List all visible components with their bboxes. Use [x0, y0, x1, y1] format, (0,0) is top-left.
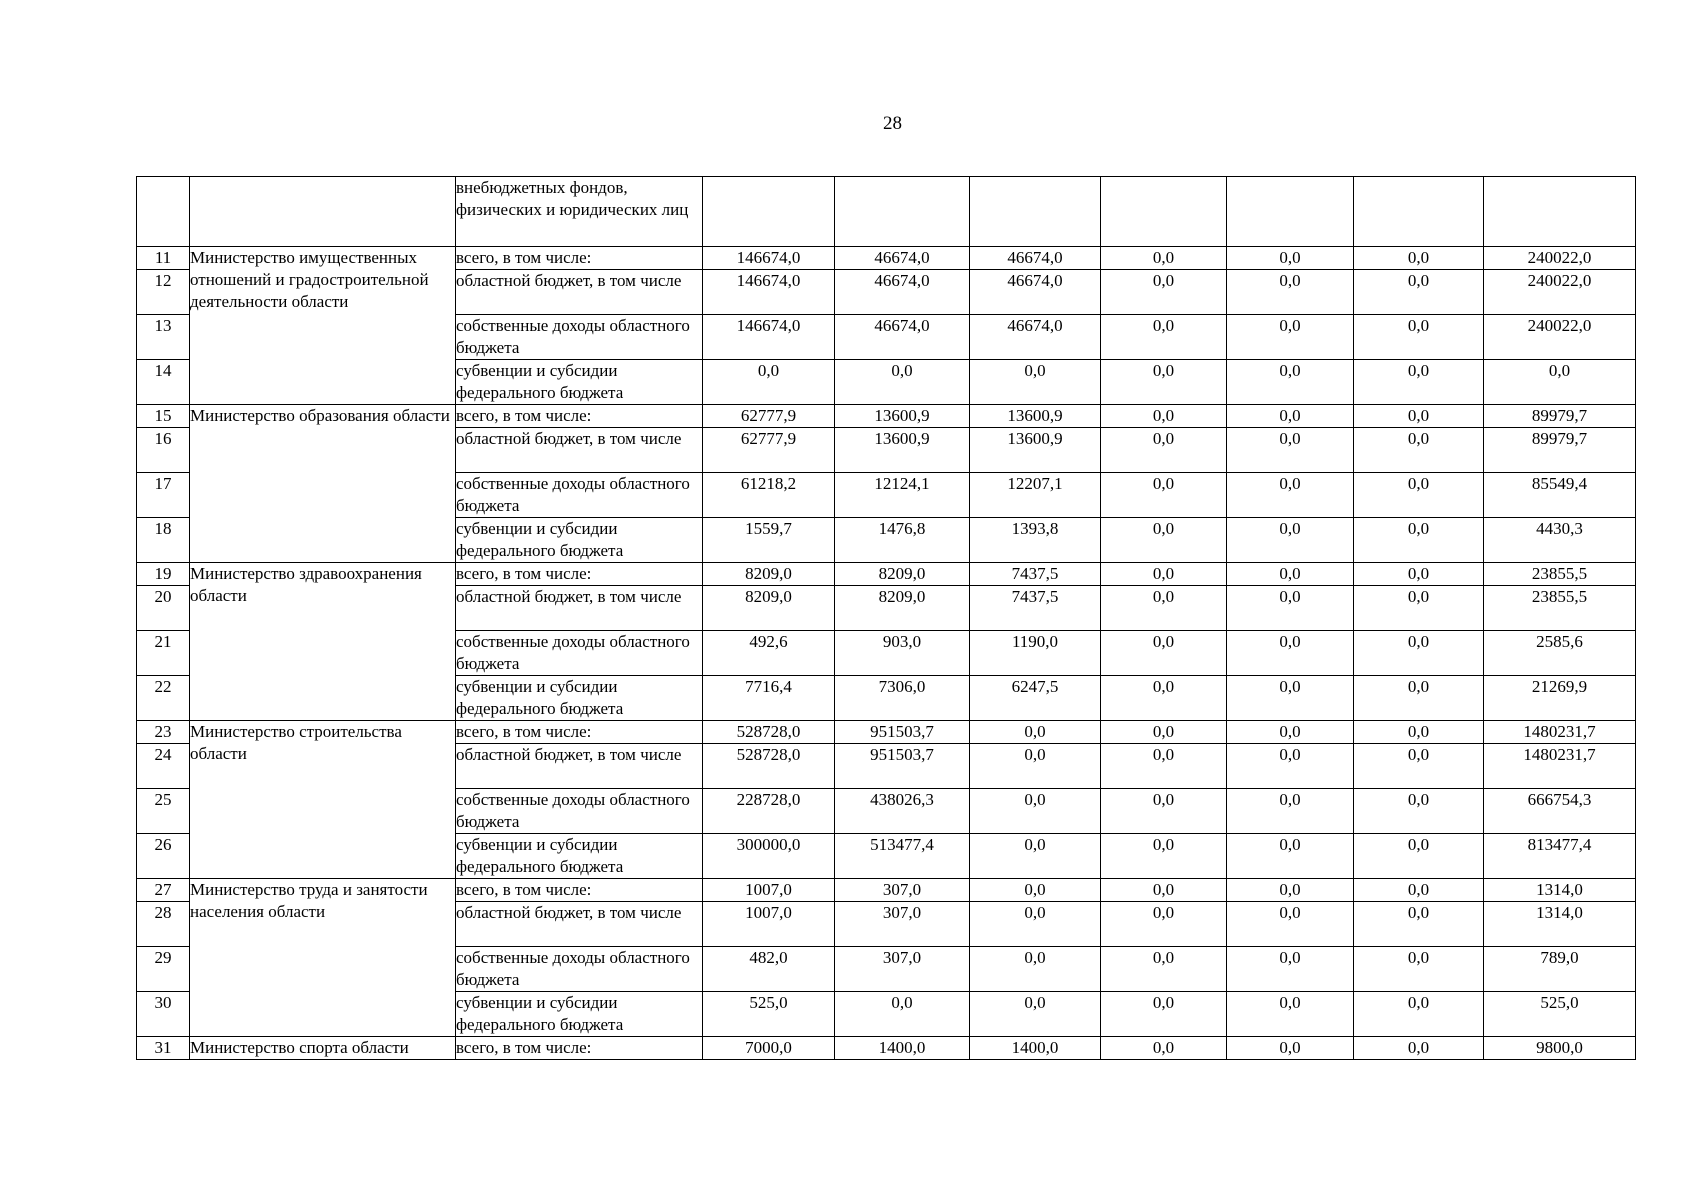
table-row: [137, 247, 1636, 270]
value-cell: 12124,1: [835, 473, 970, 518]
funding-source-cell: [456, 405, 703, 428]
value-cell: 0,0: [1227, 834, 1354, 879]
funding-source-cell: [456, 586, 703, 631]
value-cell: 951503,7: [835, 744, 970, 789]
value-cell: 0,0: [1101, 947, 1227, 992]
value-cell: 0,0: [1227, 902, 1354, 947]
row-number-cell: 13: [137, 315, 190, 360]
value-cell: 89979,7: [1484, 428, 1636, 473]
funding-source-cell: [456, 270, 703, 315]
value-cell: 0,0: [1354, 902, 1484, 947]
row-number-cell: 23: [137, 721, 190, 744]
value-cell: 0,0: [1227, 947, 1354, 992]
value-cell: [1484, 177, 1636, 247]
organization-cell: [190, 1037, 456, 1060]
value-cell: 0,0: [1101, 360, 1227, 405]
organization-name: Министерство труда и занятости населения области: [190, 880, 428, 921]
value-cell: 1400,0: [970, 1037, 1101, 1060]
value-cell: 0,0: [1101, 1037, 1227, 1060]
budget-table: [136, 176, 1636, 1060]
value-cell: 0,0: [1101, 789, 1227, 834]
value-cell: 21269,9: [1484, 676, 1636, 721]
funding-source-text: собственные доходы областного бюджета: [456, 948, 690, 989]
value-cell: 0,0: [1101, 428, 1227, 473]
value-cell: 46674,0: [835, 270, 970, 315]
funding-source-text: субвенции и субсидии федерального бюджета: [456, 519, 624, 560]
value-cell: 85549,4: [1484, 473, 1636, 518]
value-cell: 0,0: [1354, 744, 1484, 789]
value-cell: 482,0: [703, 947, 835, 992]
value-cell: 46674,0: [835, 315, 970, 360]
row-number-cell: 24: [137, 744, 190, 789]
value-cell: 0,0: [970, 789, 1101, 834]
funding-source-cell: [456, 789, 703, 834]
funding-source-cell: [456, 360, 703, 405]
value-cell: 1190,0: [970, 631, 1101, 676]
funding-source-text: всего, в том числе:: [456, 564, 592, 583]
funding-source-text: собственные доходы областного бюджета: [456, 316, 690, 357]
value-cell: 46674,0: [970, 315, 1101, 360]
value-cell: 0,0: [1354, 1037, 1484, 1060]
row-number-cell: 20: [137, 586, 190, 631]
value-cell: [703, 177, 835, 247]
funding-source-text: собственные доходы областного бюджета: [456, 632, 690, 673]
value-cell: 0,0: [1227, 360, 1354, 405]
value-cell: 1559,7: [703, 518, 835, 563]
value-cell: 0,0: [970, 721, 1101, 744]
funding-source-text: собственные доходы областного бюджета: [456, 790, 690, 831]
value-cell: 307,0: [835, 902, 970, 947]
value-cell: 0,0: [970, 834, 1101, 879]
funding-source-cell: [456, 563, 703, 586]
value-cell: 0,0: [1227, 744, 1354, 789]
value-cell: 789,0: [1484, 947, 1636, 992]
organization-cell: [190, 405, 456, 563]
value-cell: 1480231,7: [1484, 721, 1636, 744]
value-cell: 46674,0: [835, 247, 970, 270]
funding-source-text: всего, в том числе:: [456, 1038, 592, 1057]
value-cell: 240022,0: [1484, 315, 1636, 360]
value-cell: 0,0: [1101, 902, 1227, 947]
value-cell: 903,0: [835, 631, 970, 676]
value-cell: 0,0: [1101, 563, 1227, 586]
value-cell: 0,0: [1354, 428, 1484, 473]
value-cell: 46674,0: [970, 270, 1101, 315]
page-number: 28: [883, 113, 902, 134]
value-cell: 0,0: [1101, 834, 1227, 879]
row-number-cell: 19: [137, 563, 190, 586]
funding-source-cell: [456, 902, 703, 947]
value-cell: 0,0: [1354, 360, 1484, 405]
value-cell: 0,0: [1354, 789, 1484, 834]
value-cell: 7437,5: [970, 563, 1101, 586]
value-cell: 307,0: [835, 947, 970, 992]
value-cell: 8209,0: [835, 586, 970, 631]
value-cell: 0,0: [1227, 789, 1354, 834]
value-cell: 13600,9: [835, 428, 970, 473]
value-cell: 0,0: [1101, 721, 1227, 744]
value-cell: 0,0: [1484, 360, 1636, 405]
value-cell: 0,0: [835, 360, 970, 405]
value-cell: 46674,0: [970, 247, 1101, 270]
value-cell: 666754,3: [1484, 789, 1636, 834]
funding-source-cell: [456, 428, 703, 473]
table-row: [137, 563, 1636, 586]
value-cell: 813477,4: [1484, 834, 1636, 879]
funding-source-text: всего, в том числе:: [456, 406, 592, 425]
table-row: [137, 405, 1636, 428]
value-cell: 0,0: [1101, 473, 1227, 518]
value-cell: 89979,7: [1484, 405, 1636, 428]
funding-source-cell: [456, 315, 703, 360]
value-cell: 0,0: [1227, 405, 1354, 428]
funding-source-text: всего, в том числе:: [456, 248, 592, 267]
table-row-continuation: [137, 177, 1636, 247]
funding-source-cell: [456, 879, 703, 902]
value-cell: 62777,9: [703, 405, 835, 428]
funding-source-cell: [456, 992, 703, 1037]
value-cell: 0,0: [970, 947, 1101, 992]
value-cell: 0,0: [1227, 721, 1354, 744]
value-cell: 0,0: [1354, 631, 1484, 676]
value-cell: 8209,0: [703, 586, 835, 631]
value-cell: [1227, 177, 1354, 247]
value-cell: 0,0: [1227, 270, 1354, 315]
row-number-cell: 25: [137, 789, 190, 834]
table-body: [137, 177, 1636, 1060]
value-cell: 0,0: [1354, 473, 1484, 518]
value-cell: 0,0: [1101, 315, 1227, 360]
organization-cell: [190, 177, 456, 247]
value-cell: [1354, 177, 1484, 247]
value-cell: 0,0: [1101, 676, 1227, 721]
value-cell: 0,0: [835, 992, 970, 1037]
value-cell: 0,0: [1354, 563, 1484, 586]
value-cell: 0,0: [1227, 473, 1354, 518]
funding-source-cell: [456, 744, 703, 789]
value-cell: 0,0: [1354, 879, 1484, 902]
value-cell: 0,0: [1101, 270, 1227, 315]
value-cell: 0,0: [970, 360, 1101, 405]
value-cell: 1393,8: [970, 518, 1101, 563]
funding-source-cell: [456, 947, 703, 992]
value-cell: 0,0: [1101, 518, 1227, 563]
value-cell: 1476,8: [835, 518, 970, 563]
funding-source-text: всего, в том числе:: [456, 880, 592, 899]
value-cell: 438026,3: [835, 789, 970, 834]
value-cell: 7306,0: [835, 676, 970, 721]
value-cell: 13600,9: [835, 405, 970, 428]
value-cell: 7437,5: [970, 586, 1101, 631]
row-number-cell: 11: [137, 247, 190, 270]
organization-cell: [190, 563, 456, 721]
value-cell: 23855,5: [1484, 563, 1636, 586]
value-cell: 23855,5: [1484, 586, 1636, 631]
value-cell: 0,0: [1101, 744, 1227, 789]
value-cell: 0,0: [1354, 518, 1484, 563]
value-cell: 0,0: [1227, 563, 1354, 586]
funding-source-cell: [456, 676, 703, 721]
value-cell: 0,0: [1101, 631, 1227, 676]
value-cell: 0,0: [1227, 428, 1354, 473]
value-cell: 492,6: [703, 631, 835, 676]
value-cell: 0,0: [1101, 405, 1227, 428]
value-cell: 525,0: [703, 992, 835, 1037]
row-number-cell: 28: [137, 902, 190, 947]
value-cell: 13600,9: [970, 428, 1101, 473]
funding-source-text: областной бюджет, в том числе: [456, 429, 682, 448]
value-cell: 528728,0: [703, 721, 835, 744]
value-cell: 2585,6: [1484, 631, 1636, 676]
value-cell: 0,0: [1354, 405, 1484, 428]
row-number-cell: 26: [137, 834, 190, 879]
value-cell: 1007,0: [703, 879, 835, 902]
value-cell: 0,0: [1101, 992, 1227, 1037]
value-cell: 9800,0: [1484, 1037, 1636, 1060]
value-cell: 146674,0: [703, 247, 835, 270]
row-number-cell: 22: [137, 676, 190, 721]
funding-source-cell: [456, 721, 703, 744]
table-row: [137, 1037, 1636, 1060]
value-cell: 300000,0: [703, 834, 835, 879]
funding-source-cell: [456, 177, 703, 247]
value-cell: 0,0: [1354, 676, 1484, 721]
row-number-cell: 12: [137, 270, 190, 315]
row-number-cell: 14: [137, 360, 190, 405]
funding-source-text: всего, в том числе:: [456, 722, 592, 741]
value-cell: 525,0: [1484, 992, 1636, 1037]
value-cell: 0,0: [1227, 1037, 1354, 1060]
funding-source-text: областной бюджет, в том числе: [456, 587, 682, 606]
value-cell: [1101, 177, 1227, 247]
funding-source-text: субвенции и субсидии федерального бюджета: [456, 361, 624, 402]
value-cell: 0,0: [1227, 631, 1354, 676]
value-cell: 240022,0: [1484, 247, 1636, 270]
value-cell: 0,0: [970, 992, 1101, 1037]
funding-source-cell: [456, 473, 703, 518]
value-cell: 0,0: [1227, 879, 1354, 902]
funding-source-text: субвенции и субсидии федерального бюджета: [456, 677, 624, 718]
value-cell: 61218,2: [703, 473, 835, 518]
value-cell: 0,0: [970, 744, 1101, 789]
value-cell: 1400,0: [835, 1037, 970, 1060]
funding-source-text: областной бюджет, в том числе: [456, 903, 682, 922]
funding-source-cell: [456, 631, 703, 676]
organization-cell: [190, 721, 456, 879]
organization-name: Министерство спорта области: [190, 1038, 409, 1057]
value-cell: 8209,0: [703, 563, 835, 586]
row-number-cell: 17: [137, 473, 190, 518]
value-cell: 146674,0: [703, 315, 835, 360]
value-cell: 228728,0: [703, 789, 835, 834]
value-cell: 4430,3: [1484, 518, 1636, 563]
value-cell: 1314,0: [1484, 879, 1636, 902]
organization-cell: [190, 879, 456, 1037]
organization-name: Министерство здравоохранения области: [190, 564, 422, 605]
organization-name: Министерство строительства области: [190, 722, 402, 763]
value-cell: 0,0: [1354, 834, 1484, 879]
value-cell: 0,0: [1101, 586, 1227, 631]
value-cell: 0,0: [1354, 947, 1484, 992]
row-number-cell: 21: [137, 631, 190, 676]
organization-name: Министерство образования области: [190, 406, 450, 425]
value-cell: 307,0: [835, 879, 970, 902]
row-number-cell: 29: [137, 947, 190, 992]
value-cell: 1007,0: [703, 902, 835, 947]
row-number-cell: 27: [137, 879, 190, 902]
row-number-cell: 31: [137, 1037, 190, 1060]
value-cell: 0,0: [970, 879, 1101, 902]
value-cell: 0,0: [1227, 992, 1354, 1037]
table-row: [137, 879, 1636, 902]
funding-source-cell: [456, 518, 703, 563]
value-cell: 951503,7: [835, 721, 970, 744]
value-cell: 0,0: [1227, 518, 1354, 563]
value-cell: 6247,5: [970, 676, 1101, 721]
funding-source-text: областной бюджет, в том числе: [456, 745, 682, 764]
funding-source-text: субвенции и субсидии федерального бюджета: [456, 835, 624, 876]
value-cell: 1480231,7: [1484, 744, 1636, 789]
value-cell: 0,0: [1227, 676, 1354, 721]
value-cell: 13600,9: [970, 405, 1101, 428]
value-cell: 62777,9: [703, 428, 835, 473]
value-cell: 7000,0: [703, 1037, 835, 1060]
value-cell: 0,0: [1354, 721, 1484, 744]
value-cell: 0,0: [1354, 315, 1484, 360]
row-number-cell: [137, 177, 190, 247]
value-cell: 513477,4: [835, 834, 970, 879]
funding-source-text: собственные доходы областного бюджета: [456, 474, 690, 515]
value-cell: 0,0: [1354, 992, 1484, 1037]
value-cell: 0,0: [1227, 315, 1354, 360]
value-cell: 0,0: [1101, 247, 1227, 270]
funding-source-text: областной бюджет, в том числе: [456, 271, 682, 290]
value-cell: 7716,4: [703, 676, 835, 721]
value-cell: 0,0: [1227, 247, 1354, 270]
value-cell: 528728,0: [703, 744, 835, 789]
value-cell: 146674,0: [703, 270, 835, 315]
funding-source-cell: [456, 1037, 703, 1060]
value-cell: 0,0: [1354, 586, 1484, 631]
funding-source-text: внебюджетных фондов, физических и юридических лиц: [456, 178, 689, 219]
value-cell: [835, 177, 970, 247]
value-cell: [970, 177, 1101, 247]
organization-name: Министерство имущественных отношений и градостроительной деятельности области: [190, 248, 429, 311]
row-number-cell: 15: [137, 405, 190, 428]
value-cell: 0,0: [1354, 270, 1484, 315]
row-number-cell: 30: [137, 992, 190, 1037]
value-cell: 1314,0: [1484, 902, 1636, 947]
funding-source-cell: [456, 834, 703, 879]
value-cell: 0,0: [703, 360, 835, 405]
table-row: [137, 721, 1636, 744]
value-cell: 0,0: [1354, 247, 1484, 270]
value-cell: 0,0: [970, 902, 1101, 947]
value-cell: 240022,0: [1484, 270, 1636, 315]
row-number-cell: 16: [137, 428, 190, 473]
funding-source-text: субвенции и субсидии федерального бюджета: [456, 993, 624, 1034]
value-cell: 0,0: [1227, 586, 1354, 631]
value-cell: 12207,1: [970, 473, 1101, 518]
row-number-cell: 18: [137, 518, 190, 563]
value-cell: 8209,0: [835, 563, 970, 586]
funding-source-cell: [456, 247, 703, 270]
organization-cell: [190, 247, 456, 405]
value-cell: 0,0: [1101, 879, 1227, 902]
